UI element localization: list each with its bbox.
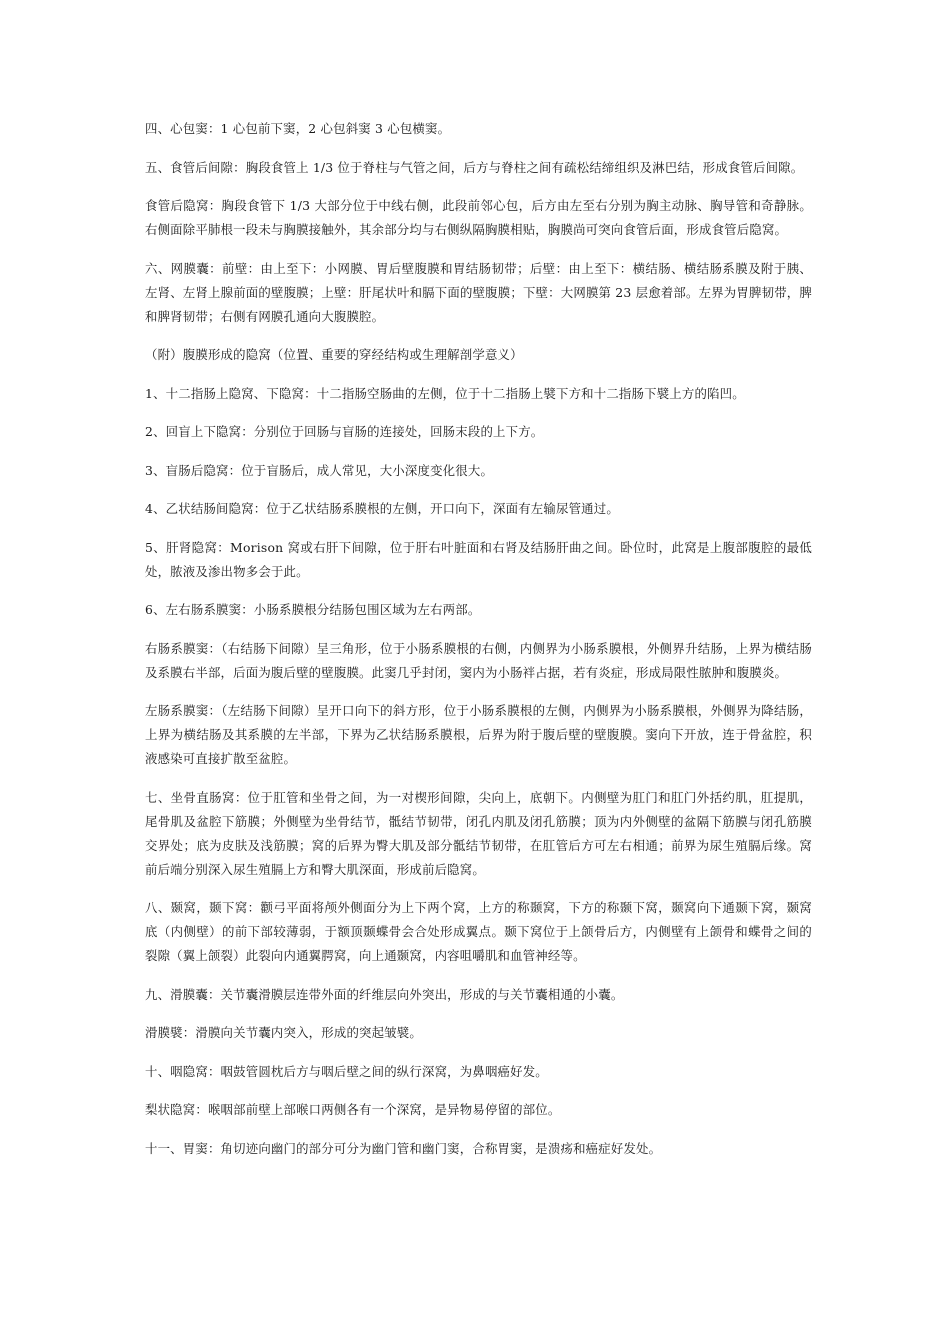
paragraph-omental-bursa: 六、网膜囊：前壁：由上至下：小网膜、胃后壁腹膜和胃结肠韧带；后壁：由上至下：横结肠、横结肠系膜及附于胰、左肾、左肾上腺前面的壁腹膜；上壁：肝尾状叶和膈下面的壁腹膜；下壁：大网膜第 23 层愈着部。左界为胃脾韧带，脾和脾肾韧带；右侧有网膜孔通向大腹膜腔。	[145, 260, 812, 324]
paragraph-ileocecal-recess: 2、回盲上下隐窝：分别位于回肠与盲肠的连接处，回肠末段的上下方。	[145, 424, 544, 439]
paragraph-synovial-fold: 滑膜襞：滑膜向关节囊内突入，形成的突起皱襞。	[145, 1025, 422, 1040]
document-body	[145, 117, 812, 1175]
paragraph-gastric-antrum: 十一、胃窦：角切迹向幽门的部分可分为幽门管和幽门窦，合称胃窦，是溃疡和癌症好发处。	[145, 1140, 662, 1156]
paragraph-peritoneal-recesses-heading: （附）腹膜形成的隐窝（位置、重要的穿经结构或生理解剖学意义）	[145, 347, 523, 362]
paragraph-retroesophageal-recess: 食管后隐窝：胸段食管下 1/3 大部分位于中线右侧，此段前邻心包，后方由左至右分别为胸主动脉、胸导管和奇静脉。右侧面除平肺根一段未与胸膜接触外，其余部分均与右侧纵隔胸膜相贴，胸膜尚可突向食管后面，形成食管后隐窝。	[145, 198, 812, 237]
paragraph-temporal-fossa: 八、颞窝，颞下窝：颧弓平面将颅外侧面分为上下两个窝，上方的称颞窝，下方的称颞下窝，颞窝向下通颞下窝，颞窝底（内侧壁）的前下部较薄弱，于额顶颞蝶骨会合处形成翼点。颞下窝位于上颌骨后方，内侧壁有上颌骨和蝶骨之间的裂隙（翼上颌裂）此裂向内通翼腭窝，向上通颞窝，内容咀嚼肌和血管神经等。	[145, 900, 812, 963]
paragraph-duodenal-recess: 1、十二指肠上隐窝、下隐窝：十二指肠空肠曲的左侧，位于十二指肠上襞下方和十二指肠下襞上方的陷凹。	[145, 385, 745, 401]
paragraph-retrocecal-recess: 3、盲肠后隐窝：位于盲肠后，成人常见，大小深度变化很大。	[145, 462, 494, 478]
paragraph-retroesophageal-space: 五、食管后间隙：胸段食管上 1/3 位于脊柱与气管之间，后方与脊柱之间有疏松结缔组织及淋巴结，形成食管后间隙。	[145, 159, 804, 175]
paragraph-hepatorenal-recess: 5、肝肾隐窝：Morison 窝或右肝下间隙，位于肝右叶脏面和右肾及结肠肝曲之间。卧位时，此窝是上腹部腹腔的最低处，脓液及渗出物多会于此。	[145, 539, 812, 579]
paragraph-ischiorectal-fossa: 七、坐骨直肠窝：位于肛管和坐骨之间，为一对楔形间隙，尖向上，底朝下。内侧壁为肛门和肛门外括约肌，肛提肌，尾骨肌及盆腔下筋膜；外侧壁为坐骨结节，骶结节韧带，闭孔内肌及闭孔筋膜；顶为内外侧壁的盆隔下筋膜与闭孔筋膜交界处；底为皮肤及浅筋膜；窝的后界为臀大肌及部分骶结节韧带，在肛管后方可左右相通；前界为尿生殖膈后缘。窝前后端分别深入尿生殖膈上方和臀大肌深面，形成前后隐窝。	[145, 789, 812, 877]
paragraph-left-mesenteric-sinus: 左肠系膜窦：（左结肠下间隙）呈开口向下的斜方形，位于小肠系膜根的左侧，内侧界为小肠系膜根，外侧界为降结肠，上界为横结肠及其系膜的左半部，下界为乙状结肠系膜根，后界为附于腹后壁的壁腹膜。窦向下开放，连于骨盆腔，积液感染可直接扩散至盆腔。	[145, 703, 812, 766]
paragraph-synovial-bursa: 九、滑膜囊：关节囊滑膜层连带外面的纤维层向外突出，形成的与关节囊相通的小囊。	[145, 986, 624, 1002]
paragraph-piriform-recess: 梨状隐窝：喉咽部前壁上部喉口两侧各有一个深窝，是异物易停留的部位。	[145, 1102, 561, 1117]
paragraph-intersigmoid-recess: 4、乙状结肠间隐窝：位于乙状结肠系膜根的左侧，开口向下，深面有左输尿管通过。	[145, 501, 619, 516]
paragraph-right-mesenteric-sinus: 右肠系膜窦：（右结肠下间隙）呈三角形，位于小肠系膜根的右侧，内侧界为小肠系膜根，外侧界升结肠，上界为横结肠及系膜右半部，后面为腹后壁的壁腹膜。此窦几乎封闭，窦内为小肠袢占据，若有炎症，形成局限性脓肿和腹膜炎。	[145, 640, 812, 680]
paragraph-pharyngeal-recess: 十、咽隐窝：咽鼓管圆枕后方与咽后壁之间的纵行深窝，为鼻咽癌好发。	[145, 1063, 548, 1079]
paragraph-mesenteric-sinuses: 6、左右肠系膜窦：小肠系膜根分结肠包围区域为左右两部。	[145, 602, 481, 617]
paragraph-pericardial-sinus: 四、心包窦：1 心包前下窦，2 心包斜窦 3 心包横窦。	[145, 121, 451, 136]
